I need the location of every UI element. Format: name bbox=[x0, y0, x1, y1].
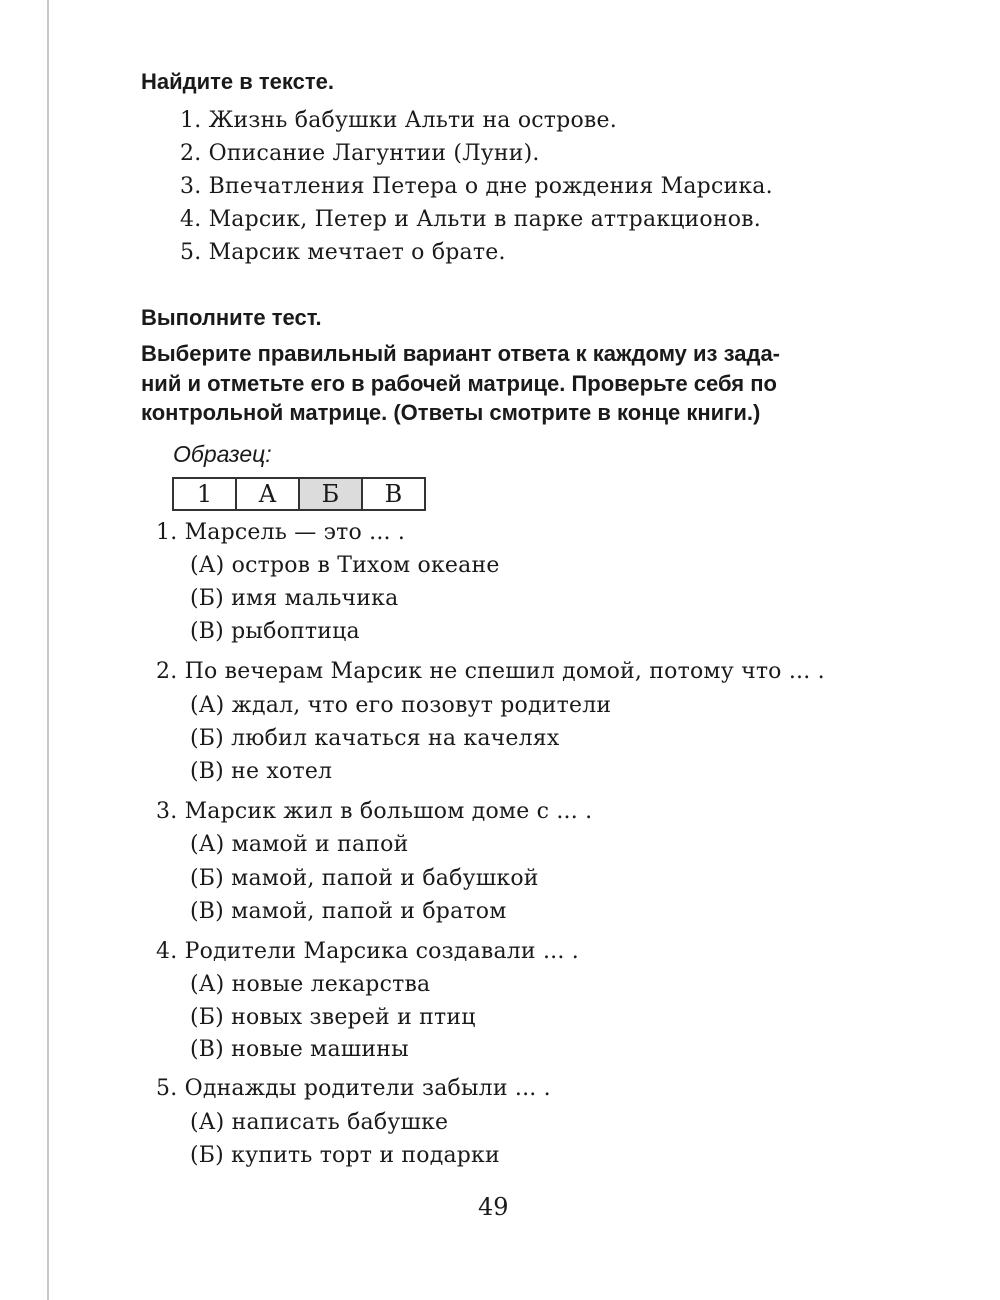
answer-option: (В) мамой, папой и братом bbox=[190, 899, 507, 924]
instructions-line: контрольной матрице. (Ответы смотрите в конце книги.) bbox=[141, 400, 761, 425]
sample-matrix bbox=[172, 477, 426, 511]
section-heading-find: Найдите в тексте. bbox=[141, 69, 334, 94]
matrix-cell: А bbox=[236, 478, 299, 510]
find-list-item: 1. Жизнь бабушки Альти на острове. bbox=[180, 108, 617, 133]
instructions-line: ний и отметьте его в рабочей матрице. Проверьте себя по bbox=[141, 371, 777, 396]
answer-option: (Б) любил качаться на качелях bbox=[190, 726, 560, 751]
question-text: 5. Однажды родители забыли ... . bbox=[156, 1076, 551, 1101]
page-number: 49 bbox=[478, 1193, 509, 1221]
answer-option: (Б) имя мальчика bbox=[190, 586, 399, 611]
question-text: 3. Марсик жил в большом доме с ... . bbox=[156, 799, 593, 824]
question-text: 1. Марсель — это ... . bbox=[156, 520, 406, 545]
section-heading-test: Выполните тест. bbox=[141, 305, 322, 330]
find-list-item: 3. Впечатления Петера о дне рождения Марсика. bbox=[180, 174, 773, 199]
answer-option: (А) написать бабушке bbox=[190, 1110, 449, 1135]
matrix-cell: Б bbox=[299, 478, 362, 510]
answer-option: (В) новые машины bbox=[190, 1037, 409, 1062]
answer-option: (В) не хотел bbox=[190, 759, 333, 784]
find-list-item: 4. Марсик, Петер и Альти в парке аттракционов. bbox=[180, 207, 761, 232]
page-edge-line bbox=[47, 0, 49, 1300]
question-text: 4. Родители Марсика создавали ... . bbox=[156, 939, 579, 964]
answer-option: (А) мамой и папой bbox=[190, 832, 409, 857]
find-list-item: 5. Марсик мечтает о брате. bbox=[180, 240, 506, 265]
answer-option: (Б) мамой, папой и бабушкой bbox=[190, 866, 539, 891]
answer-option: (А) остров в Тихом океане bbox=[190, 553, 500, 578]
find-list-item: 2. Описание Лагунтии (Луни). bbox=[180, 141, 540, 166]
answer-option: (Б) купить торт и подарки bbox=[190, 1143, 500, 1168]
question-text: 2. По вечерам Марсик не спешил домой, потому что ... . bbox=[156, 659, 825, 684]
answer-option: (А) ждал, что его позовут родители bbox=[190, 693, 612, 718]
matrix-cell: В bbox=[362, 478, 425, 510]
sample-label: Образец: bbox=[173, 441, 272, 467]
matrix-cell: 1 bbox=[173, 478, 236, 510]
instructions-line: Выберите правильный вариант ответа к каждому из зада- bbox=[141, 341, 781, 366]
answer-option: (В) рыбоптица bbox=[190, 619, 360, 644]
answer-option: (Б) новых зверей и птиц bbox=[190, 1005, 476, 1030]
answer-option: (А) новые лекарства bbox=[190, 972, 431, 997]
